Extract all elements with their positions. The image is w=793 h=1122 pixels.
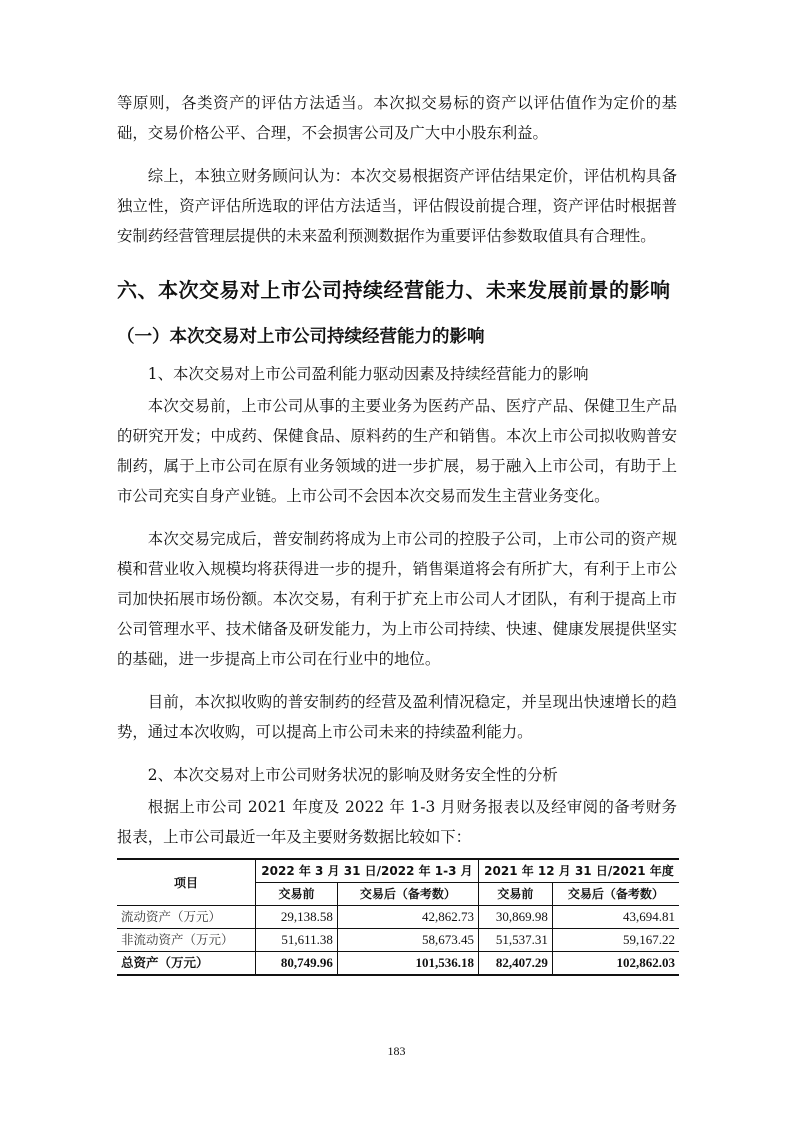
cell: 58,673.45 (337, 929, 478, 952)
sub-header: 交易前 (256, 883, 338, 906)
cell: 102,862.03 (552, 952, 679, 976)
table-row (117, 906, 679, 929)
financial-data-table (117, 858, 679, 976)
paragraph: 2、本次交易对上市公司财务状况的影响及财务安全性的分析 (147, 766, 558, 784)
section-heading: 六、本次交易对上市公司持续经营能力、未来发展前景的影响 (117, 278, 671, 302)
cell: 82,407.29 (478, 952, 552, 976)
period-header: 2021 年 12 月 31 日/2021 年度 (478, 859, 679, 883)
cell: 51,611.38 (256, 929, 338, 952)
cell: 43,694.81 (552, 906, 679, 929)
cell: 42,862.73 (337, 906, 478, 929)
period-header: 2022 年 3 月 31 日/2022 年 1-3 月 (256, 859, 479, 883)
subsection-heading: （一）本次交易对上市公司持续经营能力的影响 (117, 327, 485, 347)
paragraph: 本次交易前，上市公司从事的主要业务为医药产品、医疗产品、保健卫生产品的研究开发；中成药、保健食品、原料药的生产和销售。本次上市公司拟收购普安制药，属于上市公司在原有业务领域的进一步扩展，易于融入上市公司，有助于上市公司充实自身产业链。上市公司不会因本次交易而发生主营业务变化。 (117, 397, 677, 505)
item-header: 项目 (117, 859, 256, 906)
page-number: 183 (387, 1044, 406, 1058)
cell: 51,537.31 (478, 929, 552, 952)
document-page (117, 88, 677, 976)
paragraph: 本次交易完成后，普安制药将成为上市公司的控股子公司，上市公司的资产规模和营业收入规模均将获得进一步的提升，销售渠道将会有所扩大，有利于上市公司加快拓展市场份额。本次交易，有利于扩充上市公司人才团队，有利于提高上市公司管理水平、技术储备及研发能力，为上市公司持续、快速、健康发展提供坚实的基础，进一步提高上市公司在行业中的地位。 (117, 530, 677, 668)
row-label: 总资产（万元） (117, 952, 256, 976)
cell: 29,138.58 (256, 906, 338, 929)
paragraph: 1、本次交易对上市公司盈利能力驱动因素及持续经营能力的影响 (147, 365, 589, 383)
sub-header: 交易前 (478, 883, 552, 906)
paragraph: 目前，本次拟收购的普安制药的经营及盈利情况稳定，并呈现出快速增长的趋势，通过本次收购，可以提高上市公司未来的持续盈利能力。 (117, 693, 677, 741)
row-label: 非流动资产（万元） (117, 929, 256, 952)
cell: 59,167.22 (552, 929, 679, 952)
paragraph: 等原则，各类资产的评估方法适当。本次拟交易标的资产以评估值作为定价的基础，交易价格公平、合理，不会损害公司及广大中小股东利益。 (117, 94, 677, 142)
cell: 80,749.96 (256, 952, 338, 976)
cell: 101,536.18 (337, 952, 478, 976)
row-label: 流动资产（万元） (117, 906, 256, 929)
sub-header: 交易后（备考数） (552, 883, 679, 906)
table-header-row (117, 859, 679, 883)
paragraph: 综上，本独立财务顾问认为：本次交易根据资产评估结果定价，评估机构具备独立性，资产评估所选取的评估方法适当，评估假设前提合理，资产评估时根据普安制药经营管理层提供的未来盈利预测数据作为重要评估参数取值具有合理性。 (117, 167, 677, 245)
cell: 30,869.98 (478, 906, 552, 929)
table-row-total (117, 952, 679, 976)
paragraph: 根据上市公司 2021 年度及 2022 年 1-3 月财务报表以及经审阅的备考财务报表，上市公司最近一年及主要财务数据比较如下： (117, 798, 677, 846)
table-row (117, 929, 679, 952)
sub-header: 交易后（备考数） (337, 883, 478, 906)
